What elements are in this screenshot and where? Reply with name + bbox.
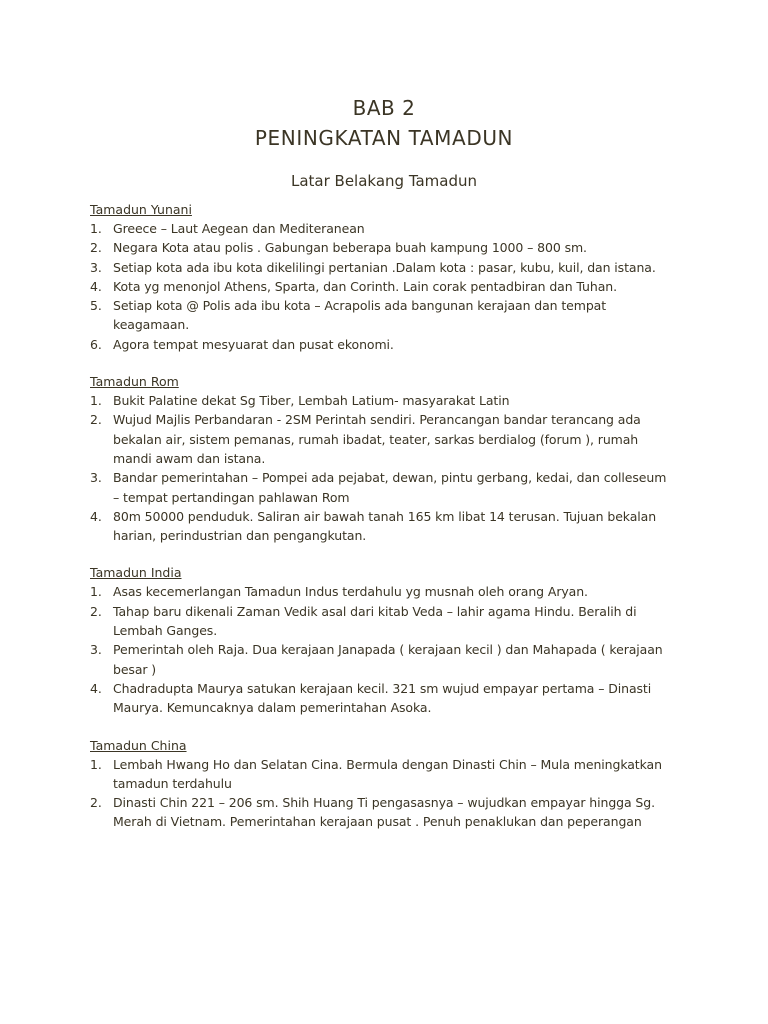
list-number: 2.: [90, 240, 102, 256]
list-text: 80m 50000 penduduk. Saliran air bawah tanah 165 km libat 14 terusan. Tujuan bekalan harian, perindustrian dan pengangkutan.: [113, 508, 657, 544]
list-item: [90, 640, 670, 679]
list-item: [90, 602, 670, 641]
section: [90, 563, 670, 717]
section-heading: Tamadun India: [90, 565, 182, 581]
list-number: 2.: [90, 412, 102, 428]
list-item: [90, 277, 670, 296]
list-text: Lembah Hwang Ho dan Selatan Cina. Bermula dengan Dinasti Chin – Mula meningkatkan tamadun terdahulu: [113, 756, 662, 791]
list-text: Greece – Laut Aegean dan Mediteranean: [113, 221, 365, 236]
list-item: [90, 219, 670, 238]
section-heading: Tamadun Yunani: [90, 202, 192, 217]
list-number: 5.: [90, 298, 102, 314]
main-title: PENINGKATAN TAMADUN: [254, 126, 514, 150]
subtitle: Latar Belakang Tamadun: [290, 172, 478, 190]
list-text: Bukit Palatine dekat Sg Tiber, Lembah Latium- masyarakat Latin: [113, 393, 510, 409]
list-number: 6.: [90, 336, 102, 352]
list-item: [90, 793, 670, 832]
section: [90, 200, 670, 354]
list-text: Wujud Majlis Perbandaran - 2SM Perintah sendiri. Perancangan bandar terancang ada bekalan air, sistem pemanas, rumah ibadat, teater, sarkas berdialog (forum ), rumah mandi awam dan istana.: [113, 412, 641, 466]
list-item: [90, 335, 670, 354]
section: [90, 736, 670, 832]
list-item: [90, 755, 670, 794]
list-text: Agora tempat mesyuarat dan pusat ekonomi.: [113, 336, 394, 352]
numbered-list: [90, 582, 670, 717]
list-item: [90, 391, 670, 410]
list-item: [90, 258, 670, 277]
list-number: 4.: [90, 278, 102, 294]
list-item: [90, 507, 670, 546]
section-heading: Tamadun Rom: [90, 374, 179, 390]
document-body: [90, 200, 670, 850]
list-item: [90, 679, 670, 718]
list-number: 3.: [90, 259, 102, 275]
list-number: 3.: [90, 642, 102, 658]
list-item: [90, 410, 670, 468]
list-number: 1.: [90, 756, 102, 772]
list-number: 2.: [90, 795, 102, 811]
list-text: Bandar pemerintahan – Pompei ada pejabat, dewan, pintu gerbang, kedai, dan colleseum – tempat pertandingan pahlawan Rom: [113, 470, 667, 505]
list-number: 1.: [90, 221, 102, 236]
list-item: [90, 468, 670, 507]
list-item: [90, 296, 670, 335]
list-number: 3.: [90, 470, 102, 486]
numbered-list: [90, 391, 670, 545]
list-number: 4.: [90, 508, 102, 524]
list-text: Chadradupta Maurya satukan kerajaan kecil. 321 sm wujud empayar pertama – Dinasti Maurya. Kemuncaknya dalam pemerintahan Asoka.: [113, 680, 652, 716]
numbered-list: [90, 219, 670, 354]
section: [90, 372, 670, 545]
list-number: 2.: [90, 603, 102, 619]
list-number: 1.: [90, 584, 102, 600]
list-item: [90, 238, 670, 257]
chapter-title: BAB 2: [352, 96, 416, 120]
list-item: [90, 582, 670, 601]
section-heading: Tamadun China: [90, 737, 187, 753]
list-number: 4.: [90, 680, 102, 696]
numbered-list: [90, 755, 670, 832]
list-number: 1.: [90, 393, 102, 409]
list-text: Pemerintah oleh Raja. Dua kerajaan Janapada ( kerajaan kecil ) dan Mahapada ( kerajaan besar ): [113, 642, 663, 677]
list-text: Kota yg menonjol Athens, Sparta, dan Corinth. Lain corak pentadbiran dan Tuhan.: [113, 278, 617, 294]
list-text: Negara Kota atau polis . Gabungan beberapa buah kampung 1000 – 800 sm.: [113, 240, 587, 256]
title-block: [0, 93, 768, 191]
list-text: Setiap kota ada ibu kota dikelilingi pertanian .Dalam kota : pasar, kubu, kuil, dan istana.: [113, 259, 656, 275]
list-text: Setiap kota @ Polis ada ibu kota – Acrapolis ada bangunan kerajaan dan tempat keagamaan.: [113, 298, 607, 333]
list-text: Asas kecemerlangan Tamadun Indus terdahulu yg musnah oleh orang Aryan.: [113, 584, 588, 600]
list-text: Dinasti Chin 221 – 206 sm. Shih Huang Ti pengasasnya – wujudkan empayar hingga Sg. Merah di Vietnam. Pemerintahan kerajaan pusat . Penuh penaklukan dan peperangan: [113, 795, 655, 830]
list-text: Tahap baru dikenali Zaman Vedik asal dari kitab Veda – lahir agama Hindu. Beralih di Lembah Ganges.: [113, 603, 637, 639]
